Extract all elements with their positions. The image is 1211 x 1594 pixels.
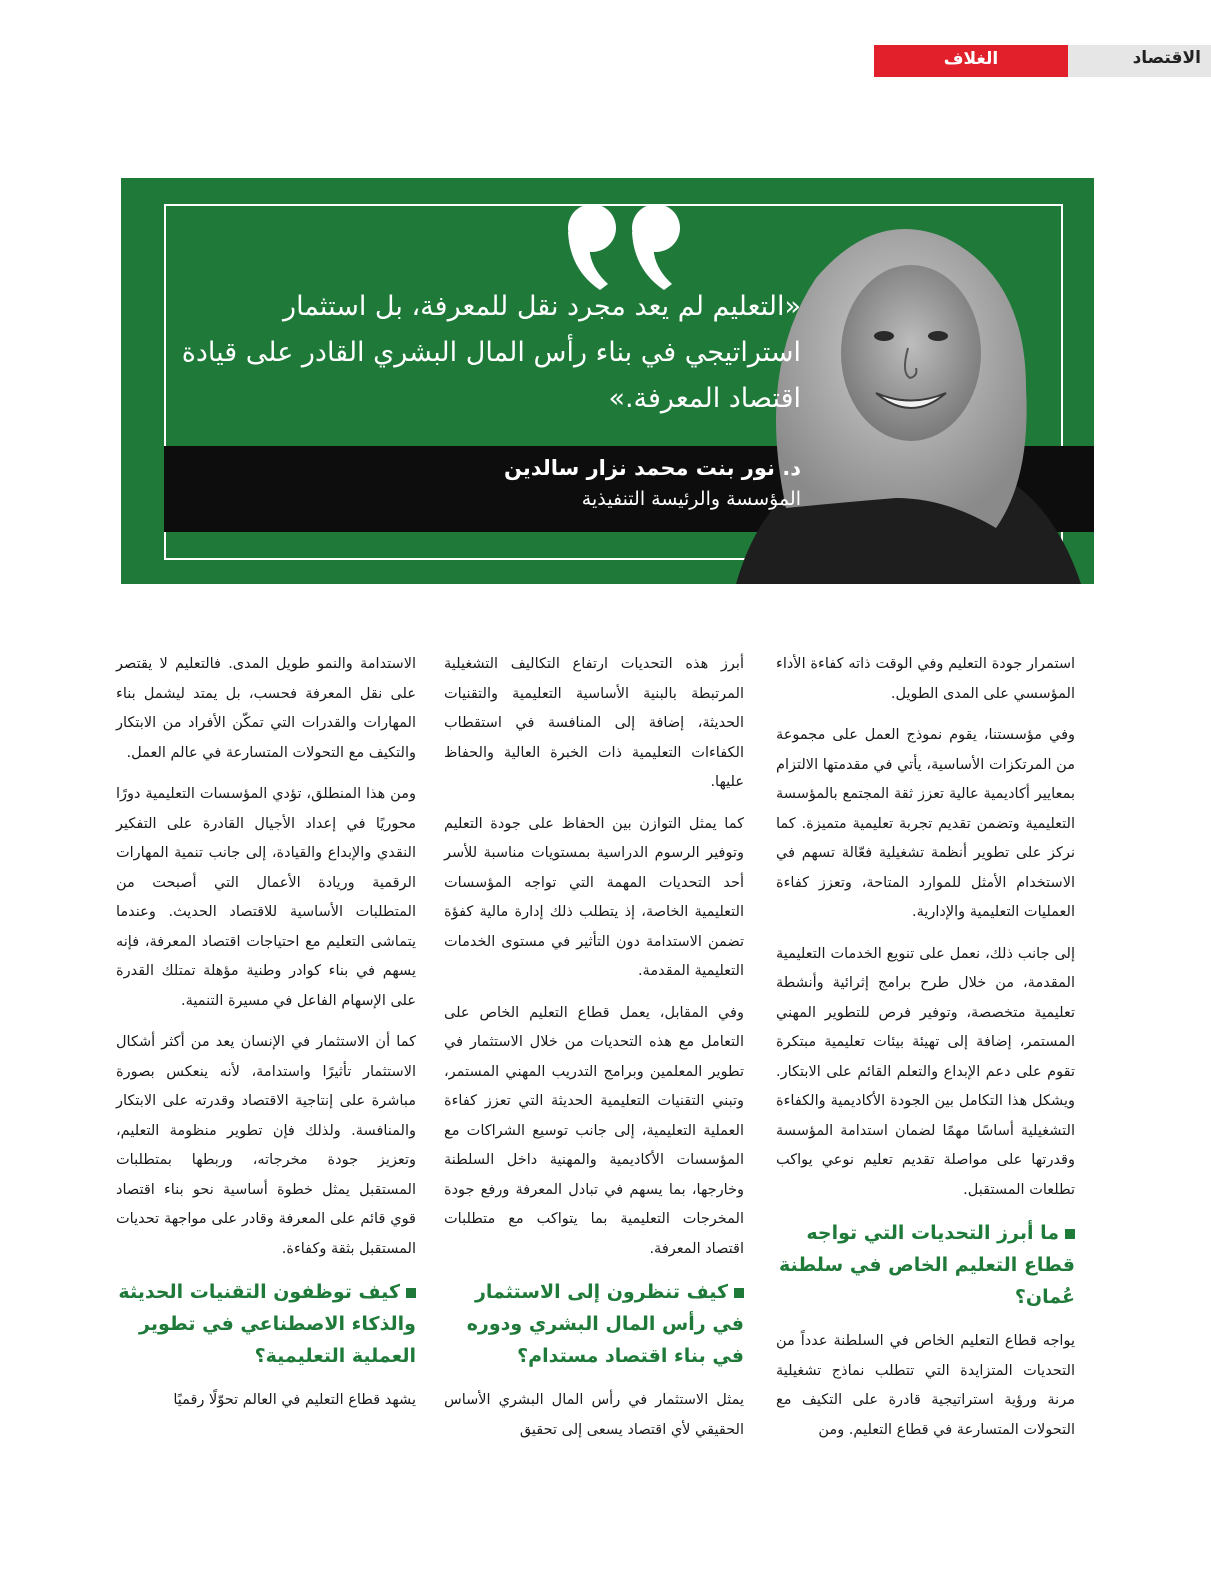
paragraph: الاستدامة والنمو طويل المدى. فالتعليم لا يقتصر على نقل المعرفة فحسب، بل يمتد ليشمل بناء المهارات والقدرات التي تمكّن الأفراد من الابتكار والتكيف مع التحولات المتسارعة في عالم العمل. — [116, 656, 416, 761]
section-label: الغلاف — [943, 49, 999, 69]
person-title: المؤسسة والرئيسة التنفيذية — [581, 488, 801, 510]
paragraph: كما أن الاستثمار في الإنسان يعد من أكثر أشكال الاستثمار تأثيرًا واستدامة، لأنه ينعكس بصورة مباشرة على إنتاجية الاقتصاد وقدرته على الابتكار والمنافسة. ولذلك فإن تطوير منظومة التعليم، وتعزيز جودة مخرجاته، وربطها بمتطلبات المستقبل يمثل خطوة أساسية نحو بناء اقتصاد قوي قائم على المعرفة وقادر على مواجهة تحديات المستقبل بثقة وكفاءة. — [116, 1034, 416, 1257]
logo-text: الاقتصاد — [1132, 48, 1201, 68]
paragraph: يشهد قطاع التعليم في العالم تحوّلًا رقميًا — [173, 1392, 416, 1408]
paragraph: ومن هذا المنطلق، تؤدي المؤسسات التعليمية دورًا محوريًا في إعداد الأجيال القادرة على التفكير النقدي والإبداع والقيادة، إلى جانب تنمية المهارات الرقمية وريادة الأعمال التي أصبحت من المتطلبات الأساسية للاقتصاد الحديث. وعندما يتماشى التعليم مع احتياجات اقتصاد المعرفة، فإنه يسهم في بناء كوادر وطنية مؤهلة تمتلك القدرة على الإسهام الفاعل في مسيرة التنمية. — [116, 786, 416, 1009]
paragraph: يمثل الاستثمار في رأس المال البشري الأساس الحقيقي لأي اقتصاد يسعى إلى تحقيق — [444, 1392, 744, 1438]
magazine-logo — [1068, 45, 1211, 77]
person-name: د. نور بنت محمد نزار سالدين — [503, 456, 801, 480]
question-heading — [116, 1276, 416, 1372]
heading-text: كيف توظفون التقنيات الحديثة والذكاء الاصطناعي في تطوير العملية التعليمية؟ — [118, 1281, 416, 1367]
paragraph: يواجه قطاع التعليم الخاص في السلطنة عدداً من التحديات المتزايدة التي تتطلب نماذج تشغيلية مرنة ورؤية استراتيجية قادرة على التكيف مع التحولات المتسارعة في قطاع التعليم. ومن — [776, 1333, 1075, 1438]
article-column-left — [116, 650, 416, 1428]
quote-mark-icon — [556, 198, 696, 298]
section-tab — [874, 45, 1068, 77]
quote-panel — [121, 178, 1094, 584]
article-column-middle — [444, 650, 744, 1457]
heading-text: ما أبرز التحديات التي تواجه قطاع التعليم الخاص في سلطنة عُمان؟ — [779, 1222, 1075, 1308]
heading-text: كيف تنظرون إلى الاستثمار في رأس المال البشري ودوره في بناء اقتصاد مستدام؟ — [466, 1281, 744, 1367]
paragraph: وفي مؤسستنا، يقوم نموذج العمل على مجموعة من المرتكزات الأساسية، يأتي في مقدمتها الالتزام بمعايير أكاديمية عالية تعزز ثقة المجتمع بالمؤسسة التعليمية وتضمن تقديم تجربة تعليمية متميزة. كما نركز على تطوير أنظمة تشغيلية فعّالة تسهم في الاستخدام الأمثل للموارد المتاحة، وتعزز كفاءة العمليات التعليمية والإدارية. — [776, 727, 1075, 920]
paragraph: كما يمثل التوازن بين الحفاظ على جودة التعليم وتوفير الرسوم الدراسية بمستويات مناسبة للأسر أحد التحديات المهمة التي تواجه المؤسسات التعليمية الخاصة، إذ يتطلب ذلك إدارة مالية كفؤة تضمن الاستدامة دون التأثير في مستوى الخدمات التعليمية المقدمة. — [444, 815, 744, 979]
paragraph: استمرار جودة التعليم وفي الوقت ذاته كفاءة الأداء المؤسسي على المدى الطويل. — [776, 656, 1075, 702]
question-heading — [776, 1217, 1075, 1313]
paragraph: إلى جانب ذلك، نعمل على تنويع الخدمات التعليمية المقدمة، من خلال طرح برامج إثرائية وأنشطة تعليمية متخصصة، وتوفير فرص للتطوير المهني المستمر، إضافة إلى تهيئة بيئات تعليمية مبتكرة تقوم على دعم الإبداع والتعلم القائم على الابتكار. ويشكل هذا التكامل بين الجودة الأكاديمية والكفاءة التشغيلية أساسًا مهمًا لضمان استدامة المؤسسة وقدرتها على مواصلة تقديم تعليم نوعي يواكب تطلعات المستقبل. — [776, 945, 1075, 1198]
bullet-square-icon — [734, 1288, 744, 1298]
bullet-square-icon — [1065, 1229, 1075, 1239]
paragraph: وفي المقابل، يعمل قطاع التعليم الخاص على التعامل مع هذه التحديات من خلال الاستثمار في تطوير المعلمين وبرامج التدريب المهني المستمر، وتبني التقنيات التعليمية الحديثة التي تعزز كفاءة العملية التعليمية، إلى جانب توسيع الشراكات مع المؤسسات الأكاديمية والمهنية داخل السلطنة وخارجها، بما يسهم في تبادل المعرفة ورفع جودة المخرجات التعليمية بما يتواكب مع متطلبات اقتصاد المعرفة. — [444, 1004, 744, 1257]
question-heading — [444, 1276, 744, 1372]
article-column-right — [776, 650, 1075, 1457]
bullet-square-icon — [406, 1288, 416, 1298]
paragraph: أبرز هذه التحديات ارتفاع التكاليف التشغيلية المرتبطة بالبنية الأساسية التعليمية والتقنيات الحديثة، إضافة إلى المنافسة في استقطاب الكفاءات التعليمية ذات الخبرة العالية والحفاظ عليها. — [444, 656, 744, 790]
page-header — [874, 45, 1211, 77]
quote-text: «التعليم لم يعد مجرد نقل للمعرفة، بل استثمار استراتيجي في بناء رأس المال البشري القادر على قيادة اقتصاد المعرفة.» — [181, 291, 801, 414]
